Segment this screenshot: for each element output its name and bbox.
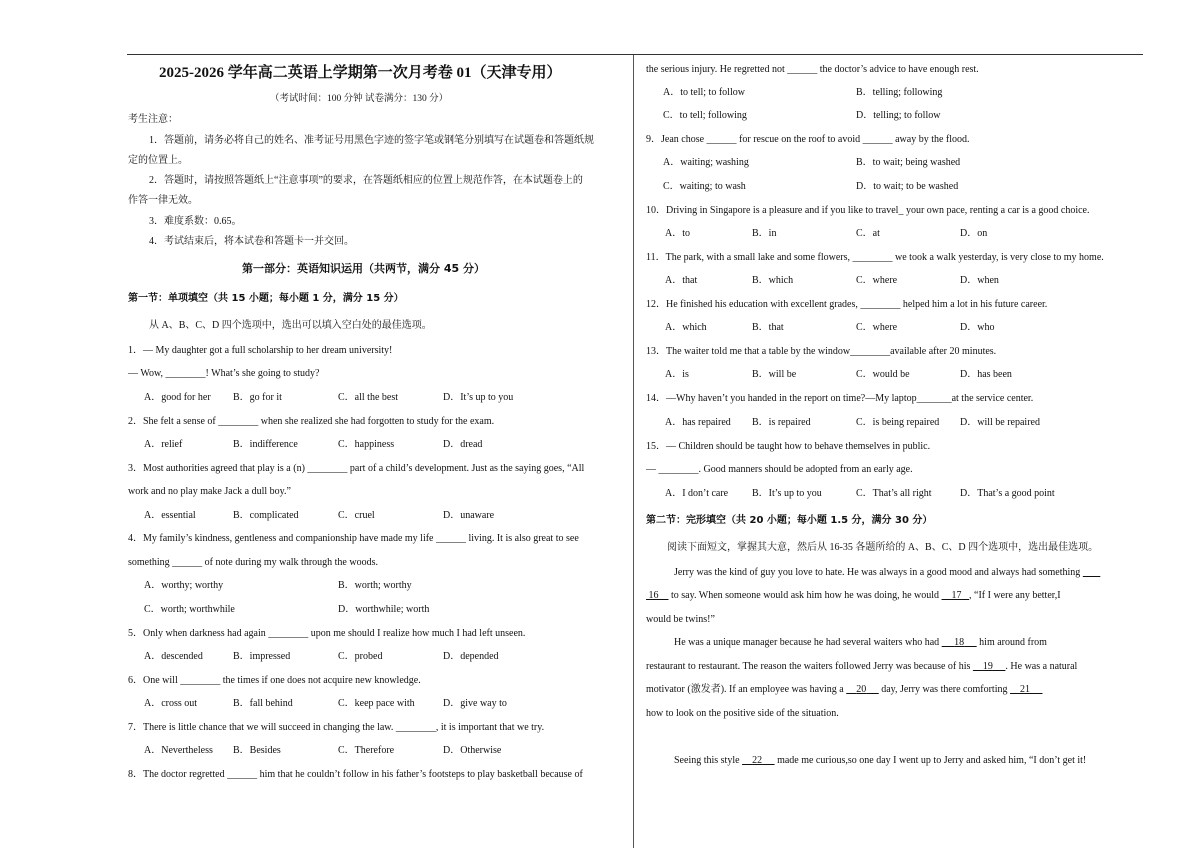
- question-6-stem: 6．One will ________ the times if one does not acquire new knowledge.: [128, 675, 421, 686]
- question-7-stem: 7．There is little chance that we will succeed in changing the law. ________, it is important that we try.: [128, 722, 545, 733]
- question-13-stem: 13．The waiter told me that a table by the window________available after 20 minutes.: [646, 346, 997, 357]
- q2-option-d[interactable]: D．dread: [443, 439, 483, 450]
- q13-option-c[interactable]: C．would be: [856, 369, 910, 380]
- q10-option-b[interactable]: B．in: [752, 228, 777, 239]
- q10-option-a[interactable]: A．to: [665, 228, 690, 239]
- q15-option-a[interactable]: A．I don’t care: [665, 488, 729, 499]
- q1-option-c[interactable]: C．all the best: [338, 392, 398, 403]
- passage-text: to say. When someone would ask him how he was doing, he would: [671, 590, 940, 601]
- blank-21: 21: [1019, 684, 1030, 695]
- q12-option-a[interactable]: A．which: [665, 322, 707, 333]
- q1-option-d[interactable]: D．It’s up to you: [443, 392, 514, 403]
- passage-line-5: [646, 661, 1077, 673]
- q6-option-a[interactable]: A．cross out: [144, 698, 198, 709]
- note-1a: 1．答题前，请务必将自己的姓名、准考证号用黑色字迹的签字笔或钢笔分别填写在试题卷和答题纸规: [149, 135, 594, 146]
- q11-option-a[interactable]: A．that: [665, 275, 698, 286]
- q8-option-a[interactable]: A．to tell; to follow: [663, 87, 745, 98]
- exam-subtitle: （考试时间：100 分钟 试卷满分：130 分）: [270, 94, 449, 104]
- q1-option-a[interactable]: A．good for her: [144, 392, 211, 403]
- column-divider: [633, 55, 634, 848]
- q14-option-c[interactable]: C．is being repaired: [856, 417, 940, 428]
- q12-option-c[interactable]: C．where: [856, 322, 898, 333]
- q2-option-b[interactable]: B．indifference: [233, 439, 298, 450]
- passage-text: made me curious,so one day I went up to Jerry and asked him, “I don’t get it!: [777, 755, 1087, 766]
- passage-text: He was a unique manager because he had several waiters who had: [674, 637, 940, 648]
- passage-line-8: [674, 755, 1086, 767]
- question-4-stem: 4．My family’s kindness, gentleness and companionship have made my life ______ living. It is also great to see: [128, 533, 579, 544]
- q9-option-a[interactable]: A．waiting; washing: [663, 157, 749, 168]
- q9-option-d[interactable]: D．to wait; to be washed: [856, 181, 959, 192]
- question-15-stem: 15．— Children should be taught how to behave themselves in public.: [646, 441, 931, 452]
- blank-19: 19: [982, 661, 993, 672]
- blank-15-trailing: [1083, 567, 1101, 578]
- section2-heading: 第二节：完形填空（共 20 小题；每小题 1.5 分，满分 30 分）: [646, 515, 933, 526]
- blank-18: 18: [954, 637, 965, 648]
- question-15-stem-2: — ________. Good manners should be adopted from an early age.: [646, 464, 913, 475]
- question-9-stem: 9．Jean chose ______ for rescue on the roof to avoid ______ away by the flood.: [646, 134, 970, 145]
- part1-heading: 第一部分：英语知识运用（共两节，满分 45 分）: [242, 262, 485, 275]
- q6-option-c[interactable]: C．keep pace with: [338, 698, 415, 709]
- passage-line-4: [674, 637, 1047, 649]
- q8-option-c[interactable]: C．to tell; following: [663, 110, 747, 121]
- question-3-stem-2: work and no play make Jack a dull boy.”: [128, 486, 291, 497]
- q10-option-d[interactable]: D．on: [960, 228, 988, 239]
- q9-option-b[interactable]: B．to wait; being washed: [856, 157, 961, 168]
- q3-option-d[interactable]: D．unaware: [443, 510, 495, 521]
- q2-option-c[interactable]: C．happiness: [338, 439, 395, 450]
- note-2b: 作答一律无效。: [128, 195, 198, 206]
- question-12-stem: 12．He finished his education with excellent grades, ________ helped him a lot in his future career.: [646, 299, 1048, 310]
- notes-heading: 考生注意：: [128, 114, 178, 125]
- passage-line-1: [674, 567, 1100, 579]
- q4-option-d[interactable]: D．worthwhile; worth: [338, 604, 430, 615]
- note-3: 3．难度系数：0.65。: [149, 216, 242, 227]
- section1-instruction: 从 A、B、C、D 四个选项中，选出可以填入空白处的最佳选项。: [149, 320, 432, 331]
- note-2a: 2．答题时，请按照答题纸上“注意事项”的要求，在答题纸相应的位置上规范作答，在本试题卷上的: [149, 175, 583, 186]
- q14-option-b[interactable]: B．is repaired: [752, 417, 811, 428]
- question-1-stem-2: — Wow, ________! What’s she going to study?: [128, 368, 320, 379]
- q8-option-b[interactable]: B．telling; following: [856, 87, 943, 98]
- q5-option-a[interactable]: A．descended: [144, 651, 203, 662]
- q4-option-c[interactable]: C．worth; worthwhile: [144, 604, 235, 615]
- passage-text: . He was a natural: [1005, 661, 1078, 672]
- q14-option-a[interactable]: A．has repaired: [665, 417, 731, 428]
- q12-option-b[interactable]: B．that: [752, 322, 784, 333]
- q7-option-a[interactable]: A．Nevertheless: [144, 745, 213, 756]
- question-14-stem: 14．—Why haven’t you handed in the report on time?—My laptop_______at the service center.: [646, 393, 1034, 404]
- question-10-stem: 10．Driving in Singapore is a pleasure and if you like to travel_ your own pace, renting a car is a good choice.: [646, 205, 1090, 216]
- q13-option-d[interactable]: D．has been: [960, 369, 1012, 380]
- q15-option-c[interactable]: C．That’s all right: [856, 488, 932, 499]
- q3-option-a[interactable]: A．essential: [144, 510, 196, 521]
- passage-line-7: how to look on the positive side of the situation.: [646, 708, 839, 719]
- q2-option-a[interactable]: A．relief: [144, 439, 183, 450]
- note-4: 4．考试结束后，将本试卷和答题卡一并交回。: [149, 236, 354, 247]
- q15-option-d[interactable]: D．That’s a good point: [960, 488, 1055, 499]
- q11-option-b[interactable]: B．which: [752, 275, 794, 286]
- passage-text: , “If I were any better,I: [969, 590, 1061, 601]
- passage-text: motivator (激发者). If an employee was having a: [646, 684, 844, 695]
- blank-20: 20: [856, 684, 867, 695]
- question-8-stem-2: the serious injury. He regretted not ______ the doctor’s advice to have enough rest.: [646, 64, 979, 75]
- exam-title: 2025-2026 学年高二英语上学期第一次月考卷 01（天津专用）: [159, 65, 562, 81]
- question-2-stem: 2．She felt a sense of ________ when she realized she had forgotten to study for the exam.: [128, 416, 495, 427]
- q14-option-d[interactable]: D．will be repaired: [960, 417, 1040, 428]
- passage-line-6: [646, 684, 1042, 696]
- passage-text: him around from: [979, 637, 1047, 648]
- q5-option-b[interactable]: B．impressed: [233, 651, 291, 662]
- q5-option-d[interactable]: D．depended: [443, 651, 499, 662]
- q11-option-d[interactable]: D．when: [960, 275, 999, 286]
- question-4-stem-2: something ______ of note during my walk through the woods.: [128, 557, 378, 568]
- q15-option-b[interactable]: B．It’s up to you: [752, 488, 822, 499]
- q12-option-d[interactable]: D．who: [960, 322, 995, 333]
- q10-option-c[interactable]: C．at: [856, 228, 880, 239]
- q5-option-c[interactable]: C．probed: [338, 651, 383, 662]
- passage-text: restaurant to restaurant. The reason the waiters followed Jerry was because of his: [646, 661, 971, 672]
- passage-text: Seeing this style: [674, 755, 740, 766]
- passage-line-3: would be twins!”: [646, 614, 715, 625]
- q7-option-d[interactable]: D．Otherwise: [443, 745, 502, 756]
- q7-option-c[interactable]: C．Therefore: [338, 745, 395, 756]
- q8-option-d[interactable]: D．telling; to follow: [856, 110, 941, 121]
- note-1b: 定的位置上。: [128, 155, 188, 166]
- question-1-stem: 1．— My daughter got a full scholarship to her dream university!: [128, 345, 393, 356]
- question-3-stem: 3．Most authorities agreed that play is a (n) ________ part of a child’s development. Just as the saying goes, “All: [128, 463, 585, 474]
- passage-text: Jerry was the kind of guy you love to hate. He was always in a good mood and always had something: [674, 567, 1081, 578]
- q7-option-b[interactable]: B．Besides: [233, 745, 281, 756]
- q6-option-b[interactable]: B．fall behind: [233, 698, 293, 709]
- q3-option-c[interactable]: C．cruel: [338, 510, 375, 521]
- header-rule: [127, 54, 1143, 55]
- passage-line-2: [646, 590, 1061, 602]
- question-8-stem: 8．The doctor regretted ______ him that he couldn’t follow in his father’s footsteps to play basketball because of: [128, 769, 583, 780]
- q13-option-b[interactable]: B．will be: [752, 369, 797, 380]
- q4-option-a[interactable]: A．worthy; worthy: [144, 580, 224, 591]
- blank-16: 16: [648, 590, 659, 601]
- question-5-stem: 5．Only when darkness had again ________ upon me should I realize how much I had left unseen.: [128, 628, 526, 639]
- question-11-stem: 11．The park, with a small lake and some flowers, ________ we took a walk yesterday, is very close to my home.: [646, 252, 1104, 263]
- q11-option-c[interactable]: C．where: [856, 275, 898, 286]
- section1-heading: 第一节：单项填空（共 15 小题；每小题 1 分，满分 15 分）: [128, 293, 404, 304]
- q4-option-b[interactable]: B．worth; worthy: [338, 580, 412, 591]
- q9-option-c[interactable]: C．waiting; to wash: [663, 181, 746, 192]
- q3-option-b[interactable]: B．complicated: [233, 510, 299, 521]
- passage-text: day, Jerry was there comforting: [881, 684, 1008, 695]
- q6-option-d[interactable]: D．give way to: [443, 698, 507, 709]
- blank-17: 17: [951, 590, 962, 601]
- section2-instruction: 阅读下面短文，掌握其大意，然后从 16-35 各题所给的 A、B、C、D 四个选项中，选出最佳选项。: [667, 542, 1099, 553]
- q1-option-b[interactable]: B．go for it: [233, 392, 282, 403]
- q13-option-a[interactable]: A．is: [665, 369, 689, 380]
- blank-22: 22: [752, 755, 763, 766]
